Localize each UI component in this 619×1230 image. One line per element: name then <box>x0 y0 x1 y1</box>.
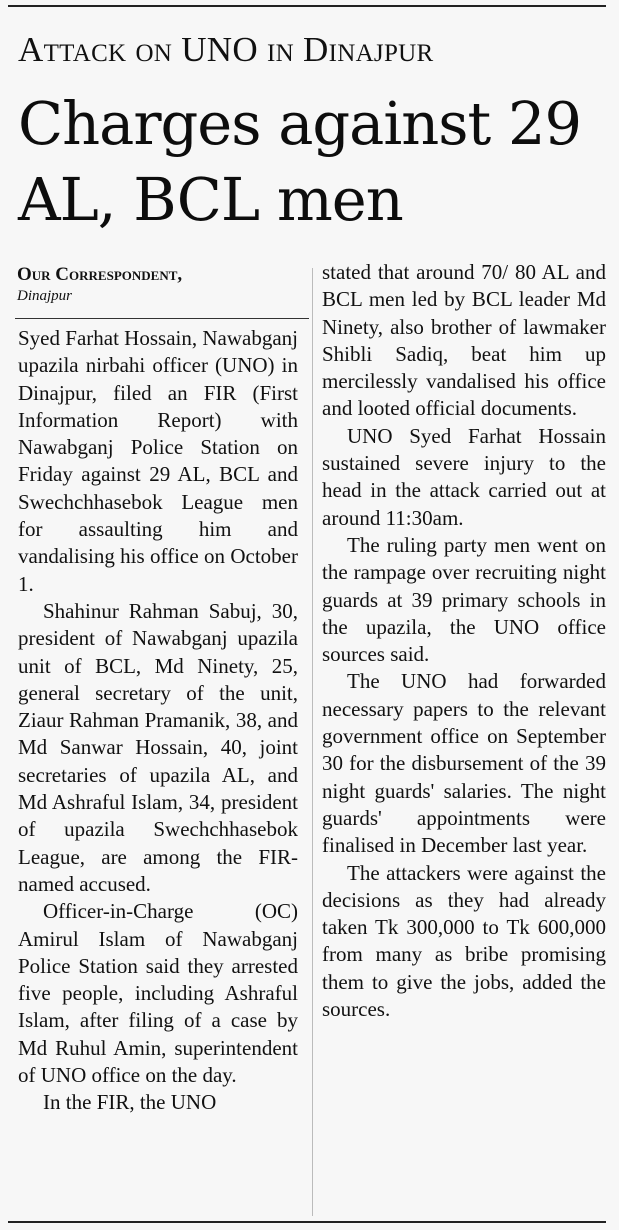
paragraph-4-start: In the FIR, the UNO <box>43 1090 217 1115</box>
dateline: Dinajpur <box>17 288 73 304</box>
headline: Charges against 29 AL, BCL men <box>18 89 582 234</box>
paragraph-8: The attackers were against the decisions as they had already taken Tk 300,000 to Tk 600,000 from many as bribe promising them to give the jobs, added the sources. <box>322 860 606 1022</box>
paragraph-5: UNO Syed Farhat Hossain sustained severe injury to the head in the attack carried out at around 11:30am. <box>322 423 606 530</box>
paragraph-2: Shahinur Rahman Sabuj, 30, president of Nawabganj upazila unit of BCL, Md Ninety, 25, general secretary of the unit, Ziaur Rahman Pramanik, 38, and Md Sanwar Hossain, 40, joint secretaries of upazila AL, and Md Ashraful Islam, 34, president of upazila Swechchhasebok League, are among the FIR-named accused. <box>18 598 298 896</box>
column-divider <box>312 268 313 1216</box>
kicker: Attack on UNO in Dinajpur <box>18 30 434 69</box>
paragraph-1: Syed Farhat Hossain, Nawabganj upazila nirbahi officer (UNO) in Dinajpur, filed an FIR (First Information Report) with Nawabganj Police Station on Friday against 29 AL, BCL and Swechchhasebok League men for assaulting him and vandalising his office on October 1. <box>18 326 298 596</box>
paragraph-3: Officer-in-Charge (OC) Amirul Islam of Nawabganj Police Station said they arrested five people, including Ashraful Islam, after filing of a case by Md Ruhul Amin, superintendent of UNO office on the day. <box>18 899 298 1088</box>
top-rule <box>8 5 606 7</box>
column-right <box>322 259 606 1023</box>
paragraph-7: The UNO had forwarded necessary papers to the relevant government office on September 30 for the disbursement of the 39 night guards' salaries. The night guards' appointments were finalised in December last year. <box>322 669 606 858</box>
paragraph-4-cont: stated that around 70/ 80 AL and BCL men led by BCL leader Md Ninety, also brother of lawmaker Shibli Sadiq, beat him up mercilessly vandalised his office and looted official documents. <box>322 260 606 421</box>
byline-rule <box>15 318 309 319</box>
paragraph-6: The ruling party men went on the rampage over recruiting night guards at 39 primary schools in the upazila, the UNO office sources said. <box>322 532 606 667</box>
bottom-rule <box>8 1221 606 1223</box>
byline: Our Correspondent, <box>17 264 183 285</box>
column-left <box>18 325 298 1117</box>
